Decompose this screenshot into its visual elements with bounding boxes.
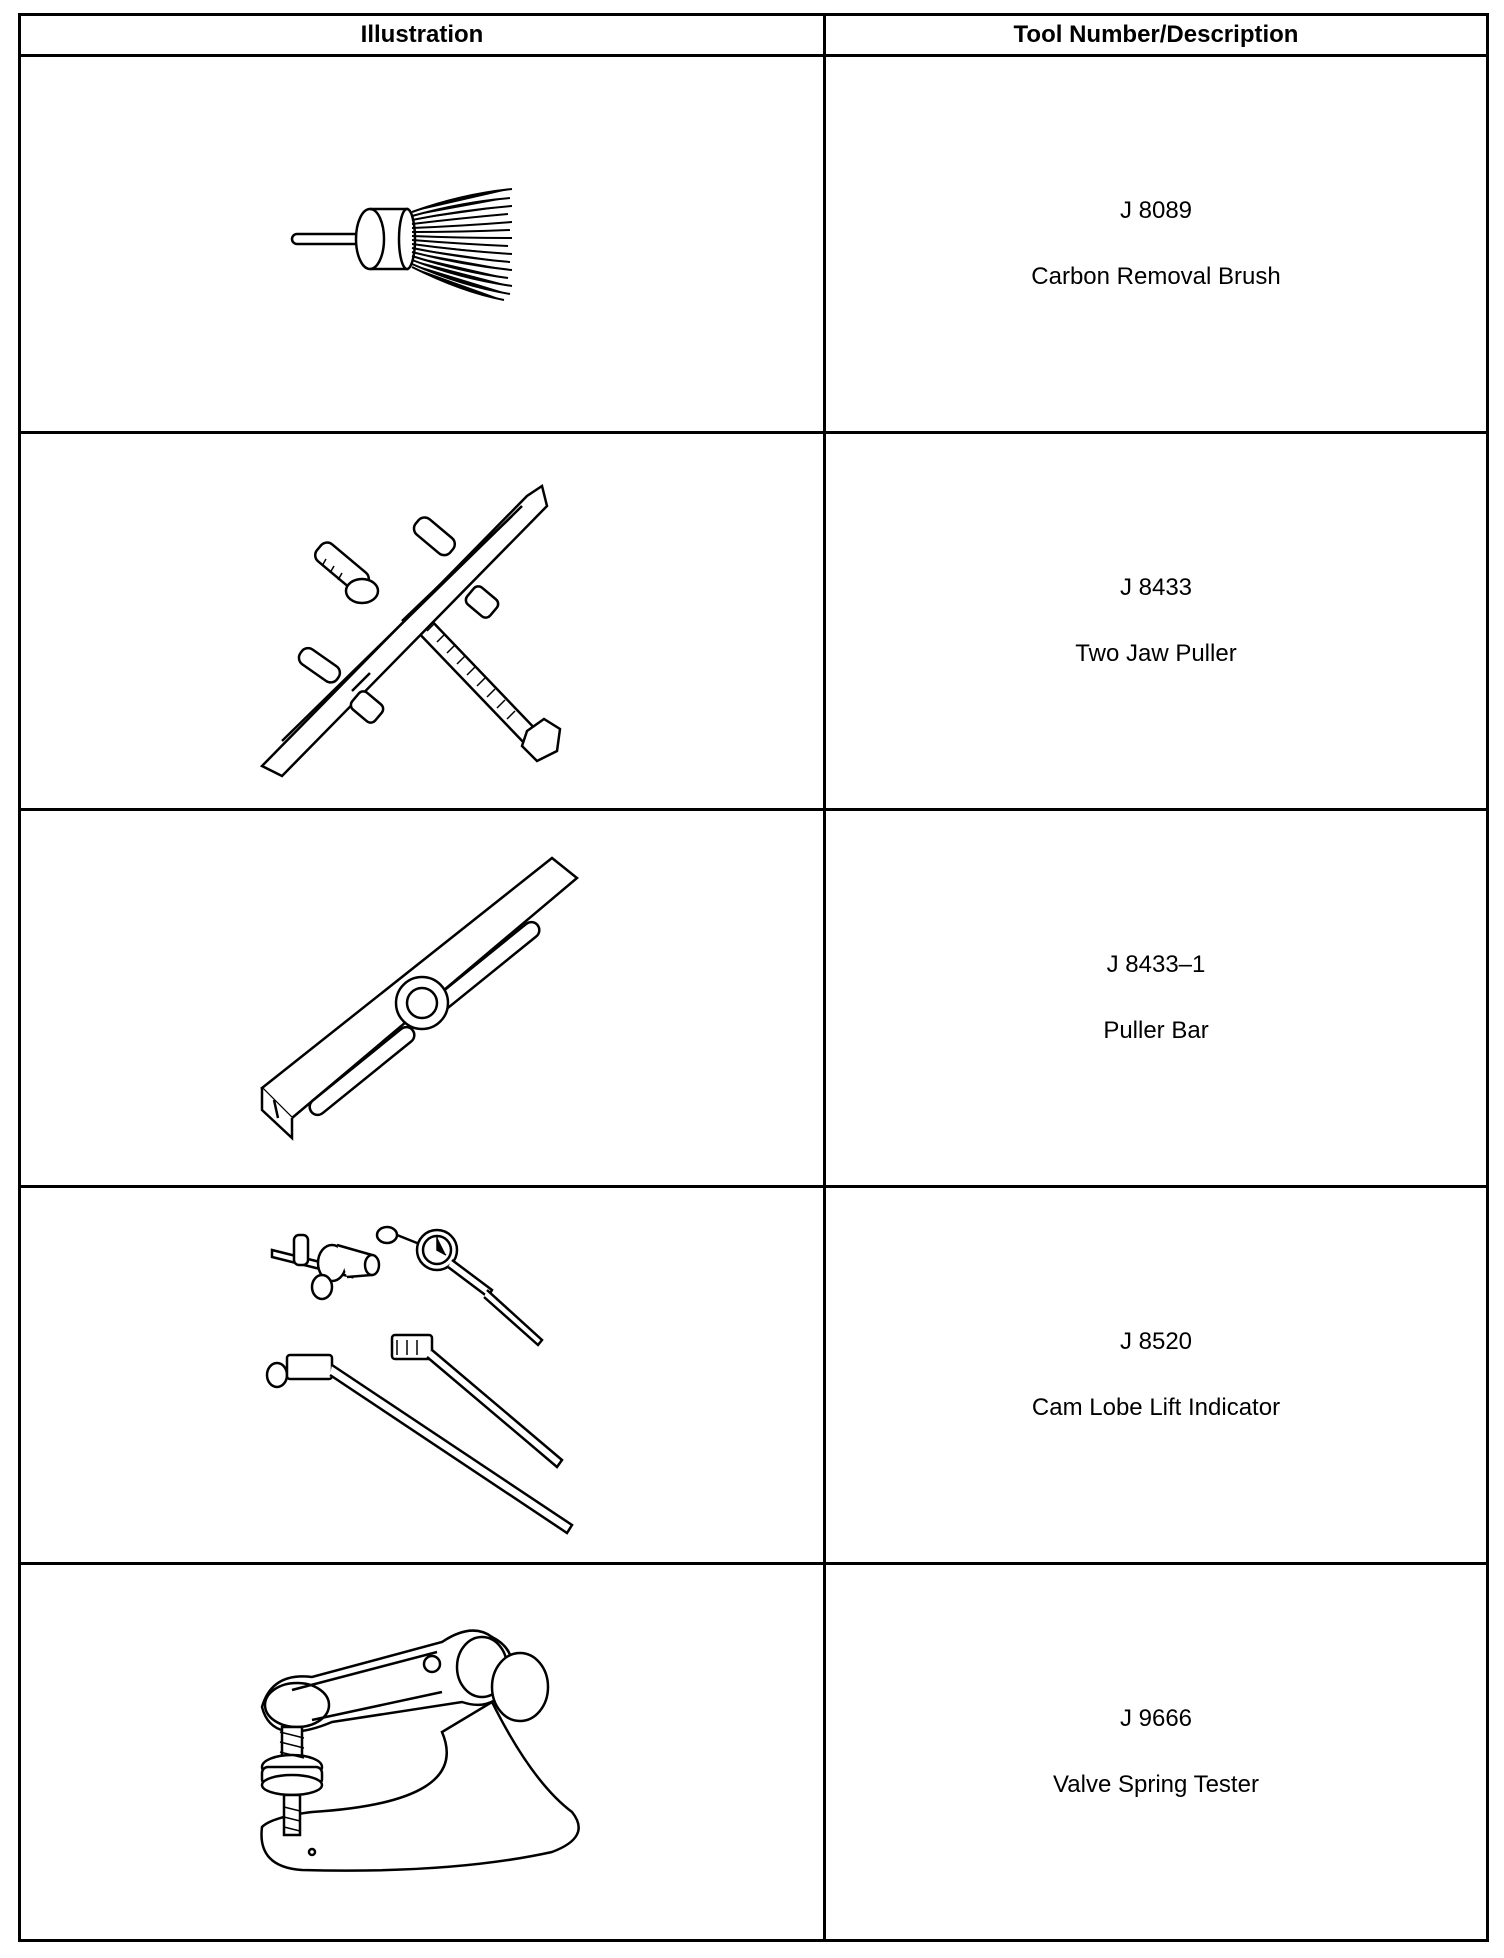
tool-description: Valve Spring Tester [1053, 1771, 1259, 1798]
puller-bar-icon [252, 848, 592, 1148]
tool-description-cell [825, 1187, 1488, 1564]
illustration-cell [20, 56, 825, 433]
tool-number: J 8520 [1119, 1328, 1193, 1355]
tool-description: Puller Bar [1103, 1017, 1209, 1044]
table-row [20, 810, 1488, 1187]
tool-description-cell [825, 433, 1488, 810]
table-row [20, 1564, 1488, 1941]
tool-description: Two Jaw Puller [1075, 640, 1237, 667]
tool-number: J 8089 [1119, 197, 1193, 224]
table-row [20, 1187, 1488, 1564]
tool-description-cell [825, 56, 1488, 433]
valve-spring-tester-icon [252, 1612, 592, 1892]
illustration-header: Illustration [20, 15, 825, 56]
table-row [20, 56, 1488, 433]
header-row [20, 15, 1488, 56]
two-jaw-puller-icon [252, 461, 592, 781]
illustration-cell [20, 1564, 825, 1941]
tool-description-cell [825, 810, 1488, 1187]
cam-lobe-lift-indicator-icon [262, 1215, 582, 1535]
tool-description-header: Tool Number/Description [825, 15, 1488, 56]
tool-description-cell [825, 1564, 1488, 1941]
table-row [20, 433, 1488, 810]
illustration-cell [20, 433, 825, 810]
illustration-cell [20, 810, 825, 1187]
illustration-cell [20, 1187, 825, 1564]
tool-description: Cam Lobe Lift Indicator [1031, 1394, 1281, 1421]
tool-description: Carbon Removal Brush [1031, 263, 1281, 290]
tool-number: J 9666 [1119, 1705, 1193, 1732]
carbon-removal-brush-icon [272, 174, 572, 314]
tool-number: J 8433 [1119, 574, 1193, 601]
tool-number: J 8433–1 [1106, 951, 1206, 978]
special-tools-table [18, 13, 1489, 1942]
